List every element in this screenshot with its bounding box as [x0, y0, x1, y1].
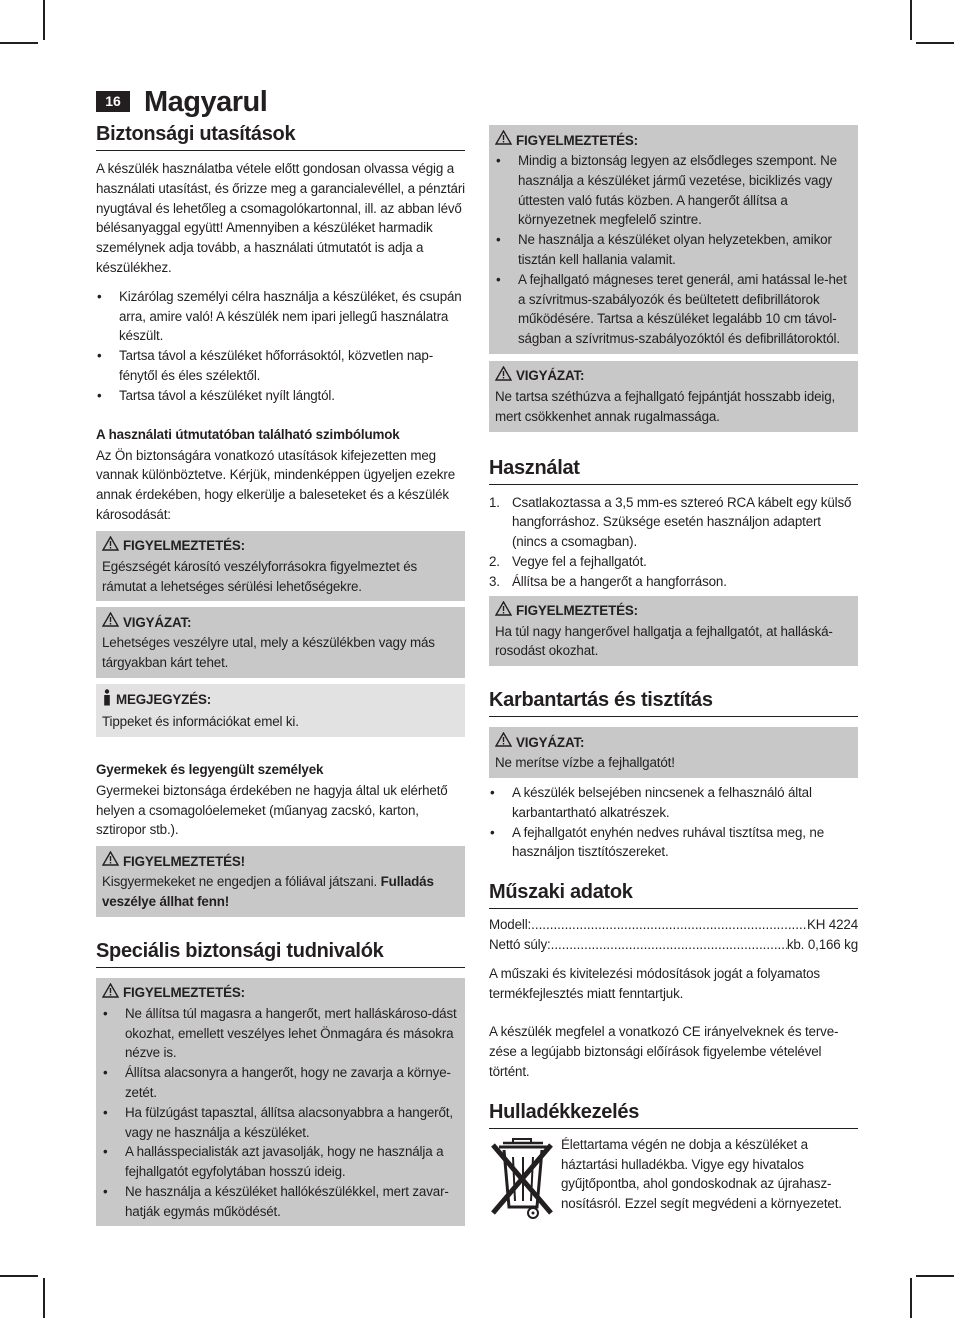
caution-box [489, 361, 858, 432]
right-column [489, 125, 858, 1221]
disposal-text: Élettartama végén ne dobja a készüléket a háztartási hulladékba. Vigye egy hivatalos gyűjtőpontba, ahol gondoskodnak az újrahasz-nosításról. Ezzel segít megvédeni a környezetet. [561, 1136, 842, 1212]
left-column [96, 122, 465, 1226]
crop-mark [916, 1275, 954, 1277]
page-title: Magyarul [144, 86, 268, 118]
children-heading: Gyermekek és legyengült személyek [96, 761, 324, 777]
warning-box-title: FIGYELMEZTETÉS! [123, 853, 245, 869]
warning-box-text: Ha túl nagy hangerővel hallgatja a fejhallgatót, at halláská-rosodást okozhat. [495, 623, 833, 659]
tech-note: A készülék megfelel a vonatkozó CE irányelveknek és terve-zése a legújabb biztonsági előírások figyelembe vételével történt. [489, 1024, 839, 1079]
crop-mark [916, 42, 954, 44]
warning-triangle-icon [495, 130, 512, 151]
crop-mark [910, 0, 912, 40]
disposal-block [489, 1137, 858, 1221]
list-item: • A fejhallgató mágneses teret generál, ami hatással le-het a szívritmus-szabályozók és beültetett defibrillátorok működésére. Tartsa a készüléket legalább 10 cm távol-ságban a szívritmus-szabályozóktól és defibrillátoroktól. [495, 270, 852, 349]
crop-mark [43, 0, 45, 40]
spec-leader [531, 915, 807, 935]
step-number: 1. [489, 494, 500, 510]
step-text: Vegye fel a fejhallgatót. [512, 553, 647, 569]
warning-box-title: FIGYELMEZTETÉS: [516, 132, 638, 148]
maintenance-bullets [489, 783, 858, 862]
caution-box [489, 727, 858, 778]
section-title-usage: Használat [489, 456, 858, 485]
usage-steps [489, 493, 858, 592]
list-item [489, 572, 858, 592]
safety-bullets [96, 287, 465, 406]
spec-value: KH 4224 [806, 917, 858, 933]
spec-label: Modell: [489, 917, 532, 933]
note-box-text: Tippeket és információkat emel ki. [102, 713, 299, 729]
caution-box-title: VIGYÁZAT: [516, 368, 585, 384]
warning-box-text-regular: Kisgyermekeket ne engedjen a fóliával játszani. [102, 874, 381, 890]
list-item [489, 493, 858, 552]
warning-box-text: Egészségét károsító veszélyforrásokra figyelmeztet és rámutat a lehetséges sérülési lehetőségekre. [102, 558, 418, 594]
caution-box-text: Ne tartsa széthúzva a fejhallgató fejpántját hosszabb ideig, mert csökkenhet annak rugalmassága. [495, 388, 836, 424]
crop-mark [0, 1275, 38, 1277]
warning-box-text [102, 872, 459, 912]
info-icon [102, 689, 112, 712]
warning-triangle-icon [495, 601, 512, 622]
caution-box-title: VIGYÁZAT: [516, 734, 585, 750]
spec-label: Nettó súly: [489, 936, 551, 952]
step-number: 3. [489, 573, 500, 589]
warning-triangle-icon [102, 536, 119, 557]
crop-mark [43, 1278, 45, 1318]
list-item: • Ne használja a készüléket hallókészülékkel, mert zavar-hatják egymás működését. [102, 1182, 459, 1222]
caution-box-title: VIGYÁZAT: [123, 614, 192, 630]
crop-mark [910, 1278, 912, 1318]
warning-box-title: FIGYELMEZTETÉS: [516, 603, 638, 619]
section-title-disposal: Hulladékkezelés [489, 1100, 858, 1129]
symbols-heading: A használati útmutatóban található szimbólumok [96, 426, 400, 442]
section-title-maintenance: Karbantartás és tisztítás [489, 688, 858, 717]
caution-box [96, 607, 465, 678]
caution-box-text: Ne merítse vízbe a fejhallgatót! [495, 755, 675, 771]
warning-triangle-icon [495, 366, 512, 387]
section-title-safety: Biztonsági utasítások [96, 122, 465, 151]
list-item: • A készülék belsejében nincsenek a felhasználó által karbantartható alkatrészek. [489, 783, 858, 823]
warning-box-title: FIGYELMEZTETÉS: [123, 538, 245, 554]
list-item: • Ne állítsa túl magasra a hangerőt, mert halláskároso-dást okozhat, emellett veszélyes lehet Önmagára és másokra nézve is. [102, 1004, 459, 1063]
warning-box [96, 978, 465, 1227]
list-item: • A fejhallgatót enyhén nedves ruhával tisztítsa meg, ne használjon tisztítószereket. [489, 823, 858, 863]
list-item: • Állítsa alacsonyra a hangerőt, hogy ne zavarja a környe-zetét. [102, 1063, 459, 1103]
spec-leader [551, 935, 787, 955]
crossed-bin-icon [489, 1137, 561, 1221]
warning-box-text-bold: Fulladás veszélye állhat fenn! [102, 874, 434, 909]
spec-value: kb. 0,166 kg [786, 936, 858, 952]
tech-note: A műszaki és kivitelezési módosítások jogát a folyamatos termékfejlesztés miatt fenntartjuk. [489, 965, 820, 1001]
list-item: • Tartsa távol a készüléket nyílt lángtól. [96, 386, 465, 406]
warning-triangle-icon [102, 983, 119, 1004]
children-paragraph: Gyermekei biztonsága érdekében ne hagyja által uk elérhető helyen a csomagolóelemeket (műanyag zacskó, karton, sztiropor stb.). [96, 782, 448, 838]
step-text: Csatlakoztassa a 3,5 mm-es sztereó RCA kábelt egy külső hangforráshoz. Szüksége esetén használjon adaptert (nincs a csomagban). [512, 494, 852, 550]
warning-box-bullets [102, 1004, 459, 1222]
page-number: 16 [96, 91, 130, 112]
section-title-special-safety: Speciális biztonsági tudnivalók [96, 939, 465, 968]
note-box [96, 684, 465, 737]
list-item: • Ne használja a készüléket olyan helyzetekben, amikor tisztán kell hallania valamit. [495, 230, 852, 270]
note-box-title: MEGJEGYZÉS: [116, 692, 212, 708]
warning-box [96, 846, 465, 917]
warning-box [489, 596, 858, 667]
warning-box-title: FIGYELMEZTETÉS: [123, 985, 245, 1001]
warning-box [96, 531, 465, 602]
warning-triangle-icon [102, 612, 119, 633]
step-number: 2. [489, 553, 500, 569]
warning-box [489, 125, 858, 354]
caution-box-text: Lehetséges veszélyre utal, mely a készülékben vagy más tárgyakban kárt tehet. [102, 635, 435, 671]
symbols-paragraph: Az Ön biztonságára vonatkozó utasítások kifejezetten meg vannak különböztetve. Kérjük, mindenképpen ügyeljen ezekre annak érdekében, hogy elkerülje a baleseteket és a készülék károsodását: [96, 447, 456, 522]
list-item: • Tartsa távol a készüléket hőforrásoktól, közvetlen nap-fénytől és éles szélektől. [96, 346, 465, 386]
list-item: • Mindig a biztonság legyen az elsődleges szempont. Ne használja a készüléket jármű vezetése, biciklizés vagy úttesten való futás közben. A hangerőt állítsa a környezetnek megfelelő szintre. [495, 151, 852, 230]
list-item: • Ha fülzúgást tapasztal, állítsa alacsonyabbra a hangerőt, vagy ne használja a készüléket. [102, 1103, 459, 1143]
spec-row-weight [489, 935, 858, 955]
list-item [489, 552, 858, 572]
warning-triangle-icon [102, 851, 119, 872]
step-text: Állítsa be a hangerőt a hangforráson. [512, 573, 727, 589]
warning-box-bullets [495, 151, 852, 349]
list-item: • Kizárólag személyi célra használja a készüléket, és csupán arra, amire való! A készülék nem ipari jellegű használatra készült. [96, 287, 465, 346]
warning-triangle-icon [495, 732, 512, 753]
spec-row-model [489, 915, 858, 935]
intro-paragraph: A készülék használatba vétele előtt gondosan olvassa végig a használati utasítást, és őrizze meg a garancialevéllel, a pénztári nyugtával és lehetőleg a csomagolókartonnal, ill. az abban lévő bélésanyaggal együtt! Amennyiben a készüléket harmadik személynek adja tovább, a használati útmutatót is adja a készülékhez. [96, 161, 465, 275]
list-item: • A hallásspecialisták azt javasolják, hogy ne használja a fejhallgatót egyfolytában hosszú ideig. [102, 1142, 459, 1182]
crop-mark [0, 42, 38, 44]
section-title-specs: Műszaki adatok [489, 880, 858, 909]
